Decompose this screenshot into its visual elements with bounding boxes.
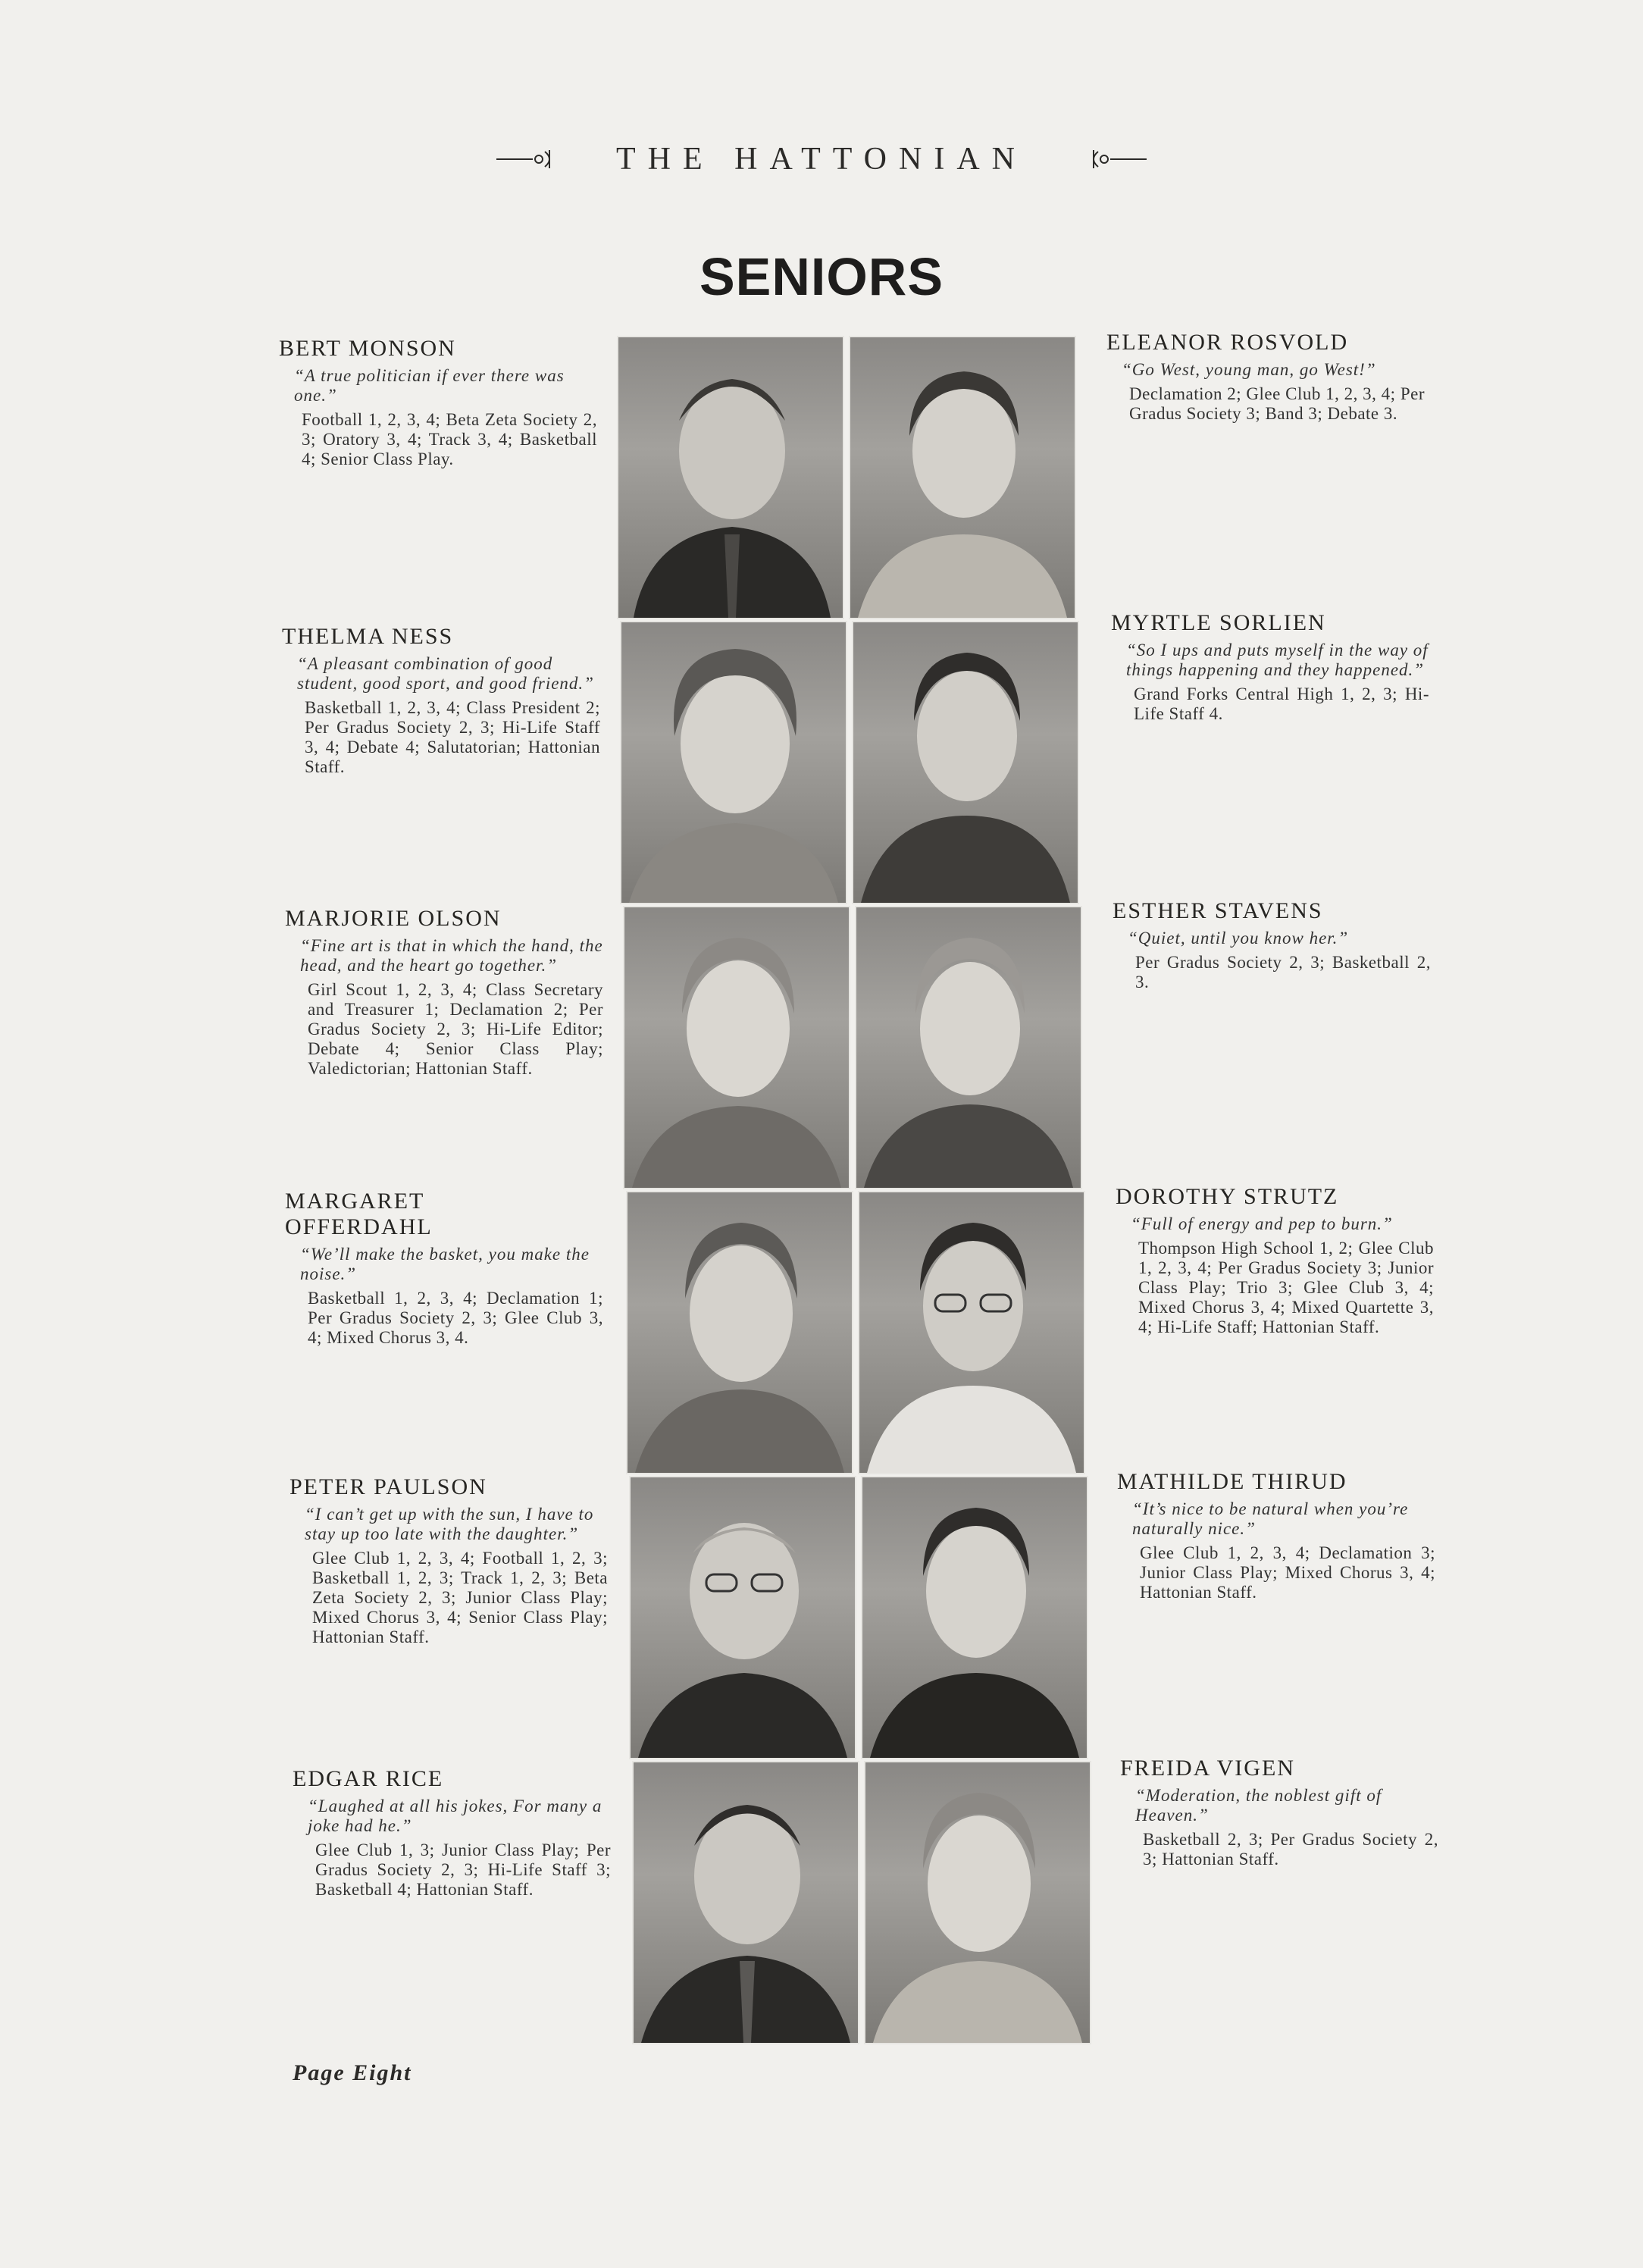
senior-name: MARJORIE OLSON [285,906,502,931]
portrait-row [623,906,1082,1189]
senior-quote: “So I ups and puts myself in the way of things happening and they happened.” [1126,641,1429,679]
section-title: SENIORS [699,247,944,306]
senior-activities: Glee Club 1, 3; Junior Class Play; Per Gradus Society 2, 3; Hi-Life Staff 3; Basketball 4; Hattonian Staff. [315,1840,611,1899]
portrait-row [620,621,1079,904]
portrait-row [632,1761,1091,2044]
senior-entry-eleanor-rosvold [1106,330,1425,424]
right-ornament-icon [1080,149,1148,170]
portrait-myrtle-sorlien [852,621,1079,904]
publication-title: THE HATTONIAN [615,142,1027,177]
portrait-margaret-offerdahl [626,1191,853,1474]
senior-quote: “Go West, young man, go West!” [1122,360,1376,379]
senior-name: EDGAR RICE [293,1766,444,1791]
senior-entry-freida-vigen [1120,1756,1438,1869]
senior-activities: Girl Scout 1, 2, 3, 4; Class Secretary and Treasurer 1; Declamation 2; Per Gradus Society 2, 3; Hi-Life Editor; Debate 4; Senior Class Play; Valedictorian; Hattonian Staff. [308,980,603,1078]
senior-quote: “We’ll make the basket, you make the noise.” [300,1245,590,1283]
senior-quote: “Quiet, until you know her.” [1128,929,1349,948]
portrait-mathilde-thirud [861,1476,1088,1759]
page-number: Page Eight [293,2060,412,2085]
portrait-dorothy-strutz [858,1191,1085,1474]
senior-activities: Football 1, 2, 3, 4; Beta Zeta Society 2, 3; Oratory 3, 4; Track 3, 4; Basketball 4; Senior Class Play. [302,410,597,468]
senior-activities: Grand Forks Central High 1, 2, 3; Hi-Life Staff 4. [1134,684,1429,723]
senior-entry-margaret-offerdahl [285,1189,603,1348]
senior-name: MARGARET OFFERDAHL [285,1189,433,1239]
portrait-freida-vigen [864,1761,1091,2044]
senior-entry-edgar-rice [293,1766,611,1900]
left-ornament-icon [495,149,563,170]
senior-name: ELEANOR ROSVOLD [1106,330,1349,355]
senior-entry-esther-stavens [1113,898,1431,992]
senior-quote: “Full of energy and pep to burn.” [1131,1214,1393,1233]
senior-activities: Thompson High School 1, 2; Glee Club 1, 2, 3, 4; Per Gradus Society 3; Junior Class Play; Trio 3; Glee Club 3, 4; Mixed Chorus 3, 4; Mixed Quartette 3, 4; Hi-Life Staff; Hattonian Staff. [1138,1239,1434,1336]
portrait-row [626,1191,1085,1474]
portrait-edgar-rice [632,1761,859,2044]
senior-activities: Basketball 1, 2, 3, 4; Class President 2; Per Gradus Society 2, 3; Hi-Life Staff 3, 4; Debate 4; Salutatorian; Hattonian Staff. [305,698,600,776]
senior-entry-myrtle-sorlien [1111,610,1429,724]
senior-activities: Declamation 2; Glee Club 1, 2, 3, 4; Per Gradus Society 3; Band 3; Debate 3. [1129,384,1425,423]
senior-name: PETER PAULSON [289,1474,487,1499]
senior-quote: “Laughed at all his jokes, For many a joke had he.” [308,1797,602,1835]
portrait-esther-stavens [855,906,1082,1189]
senior-quote: “Moderation, the noblest gift of Heaven.” [1135,1786,1382,1825]
senior-entry-bert-monson [279,336,597,469]
senior-name: MYRTLE SORLIEN [1111,610,1326,635]
senior-activities: Basketball 2, 3; Per Gradus Society 2, 3; Hattonian Staff. [1143,1830,1438,1869]
senior-entry-thelma-ness [282,624,600,777]
senior-entry-peter-paulson [289,1474,608,1647]
senior-name: THELMA NESS [282,624,454,649]
senior-quote: “A true politician if ever there was one.” [294,366,565,405]
senior-entry-marjorie-olson [285,906,603,1079]
senior-name: DOROTHY STRUTZ [1116,1184,1339,1209]
portrait-row [629,1476,1088,1759]
portrait-row [617,336,1076,619]
portrait-bert-monson [617,336,844,619]
senior-activities: Glee Club 1, 2, 3, 4; Football 1, 2, 3; Basketball 1, 2, 3; Track 1, 2, 3; Beta Zeta Society 2, 3; Junior Class Play; Mixed Chorus 3, 4; Senior Class Play; Hattonian Staff. [312,1549,608,1646]
portrait-peter-paulson [629,1476,856,1759]
senior-quote: “Fine art is that in which the hand, the head, and the heart go together.” [300,936,603,975]
senior-entry-dorothy-strutz [1116,1184,1434,1337]
senior-name: FREIDA VIGEN [1120,1756,1295,1781]
portrait-eleanor-rosvold [849,336,1076,619]
senior-name: BERT MONSON [279,336,456,361]
portrait-thelma-ness [620,621,847,904]
page-header [0,141,1643,177]
senior-name: ESTHER STAVENS [1113,898,1323,923]
senior-entry-mathilde-thirud [1117,1469,1435,1602]
portrait-marjorie-olson [623,906,850,1189]
senior-quote: “A pleasant combination of good student, good sport, and good friend.” [297,654,594,693]
senior-quote: “It’s nice to be natural when you’re naturally nice.” [1132,1499,1409,1538]
senior-name: MATHILDE THIRUD [1117,1469,1347,1494]
senior-activities: Per Gradus Society 2, 3; Basketball 2, 3. [1135,953,1431,991]
senior-quote: “I can’t get up with the sun, I have to stay up too late with the daughter.” [305,1505,594,1543]
senior-activities: Glee Club 1, 2, 3, 4; Declamation 3; Junior Class Play; Mixed Chorus 3, 4; Hattonian Staff. [1140,1543,1435,1602]
senior-activities: Basketball 1, 2, 3, 4; Declamation 1; Per Gradus Society 2, 3; Glee Club 3, 4; Mixed Chorus 3, 4. [308,1289,603,1347]
